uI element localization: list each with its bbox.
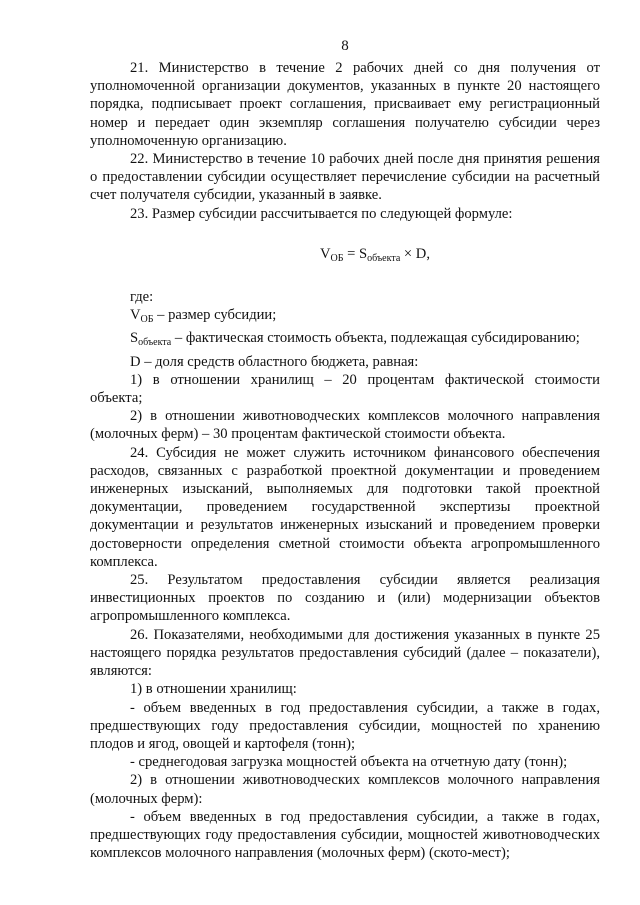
paragraph-23: 23. Размер субсидии рассчитывается по следующей формуле: — [130, 205, 513, 222]
formula-eq: = — [343, 245, 360, 262]
def-v-symbol: V — [130, 307, 141, 324]
document-body — [90, 59, 600, 862]
paragraph-26-item-1: 1) в отношении хранилищ: — [130, 681, 297, 698]
def-s-symbol: S — [130, 330, 139, 347]
definition-d: D – доля средств областного бюджета, равная: — [130, 353, 419, 370]
paragraph-26-item-2a: - объем введенных в год предоставления субсидии, а также в годах, предшествующих году предоставления субсидии, мощностей животноводческих комплексов молочного направления (молочных ферм) (ското-мест); — [90, 808, 600, 862]
formula-s: S — [359, 245, 368, 262]
def-s-text: – фактическая стоимость объекта, подлежащая субсидированию; — [171, 330, 580, 347]
paragraph-21: 21. Министерство в течение 2 рабочих дней со дня получения от уполномоченной организации документов, указанных в пункте 20 настоящего порядка, подписывает проект соглашения, присваивает ему регистрационный номер и передает один экземпляр соглашения получателю субсидии через уполномоченную организацию. — [90, 60, 600, 149]
def-v-text: – размер субсидии; — [153, 307, 277, 324]
formula-v-sub: ОБ — [330, 252, 344, 264]
paragraph-26-item-2: 2) в отношении животноводческих комплексов молочного направления (молочных ферм): — [90, 772, 600, 807]
formula-s-sub: объекта — [367, 252, 401, 264]
def-s-sub: объекта — [138, 337, 172, 349]
def-v-sub: ОБ — [140, 314, 154, 326]
formula-times-d: × D, — [400, 245, 430, 262]
page-number: 8 — [341, 38, 349, 54]
item-dairy-share: 2) в отношении животноводческих комплексов молочного направления (молочных ферм) – 30 процентам фактической стоимости объекта. — [90, 408, 600, 443]
paragraph-26-item-1b: - среднегодовая загрузка мощностей объекта на отчетную дату (тонн); — [130, 754, 568, 771]
paragraph-22: 22. Министерство в течение 10 рабочих дней после дня принятия решения о предоставлении субсидии осуществляет перечисление субсидии на расчетный счет получателя субсидии, указанный в заявке. — [90, 151, 600, 204]
definition-v — [90, 306, 600, 329]
where-label: где: — [130, 289, 154, 306]
subsidy-formula — [90, 245, 600, 268]
definition-s — [90, 329, 600, 352]
formula-v: V — [320, 245, 331, 262]
item-storage-share: 1) в отношении хранилищ – 20 процентам фактической стоимости объекта; — [90, 371, 600, 407]
paragraph-26-item-1a: - объем введенных в год предоставления субсидии, а также в годах, предшествующих году предоставления субсидии, мощностей по хранению плодов и ягод, овощей и картофеля (тонн); — [90, 699, 600, 752]
paragraph-26: 26. Показателями, необходимыми для достижения указанных в пункте 25 настоящего порядка результатов предоставления субсидий (далее – показатели), являются: — [90, 626, 600, 680]
paragraph-25: 25. Результатом предоставления субсидии является реализация инвестиционных проектов по созданию и (или) модернизации объектов агропромышленного комплекса. — [90, 572, 600, 625]
paragraph-24: 24. Субсидия не может служить источником финансового обеспечения расходов, связанных с разработкой проектной документации и проведением инженерных изысканий, выполняемых для подготовки такой проектной документации, проведением государственной экспертизы проектной документации и результатов инженерных изысканий и проведением проверки достоверности определения сметной стоимости объекта агропромышленного комплекса. — [90, 444, 600, 570]
